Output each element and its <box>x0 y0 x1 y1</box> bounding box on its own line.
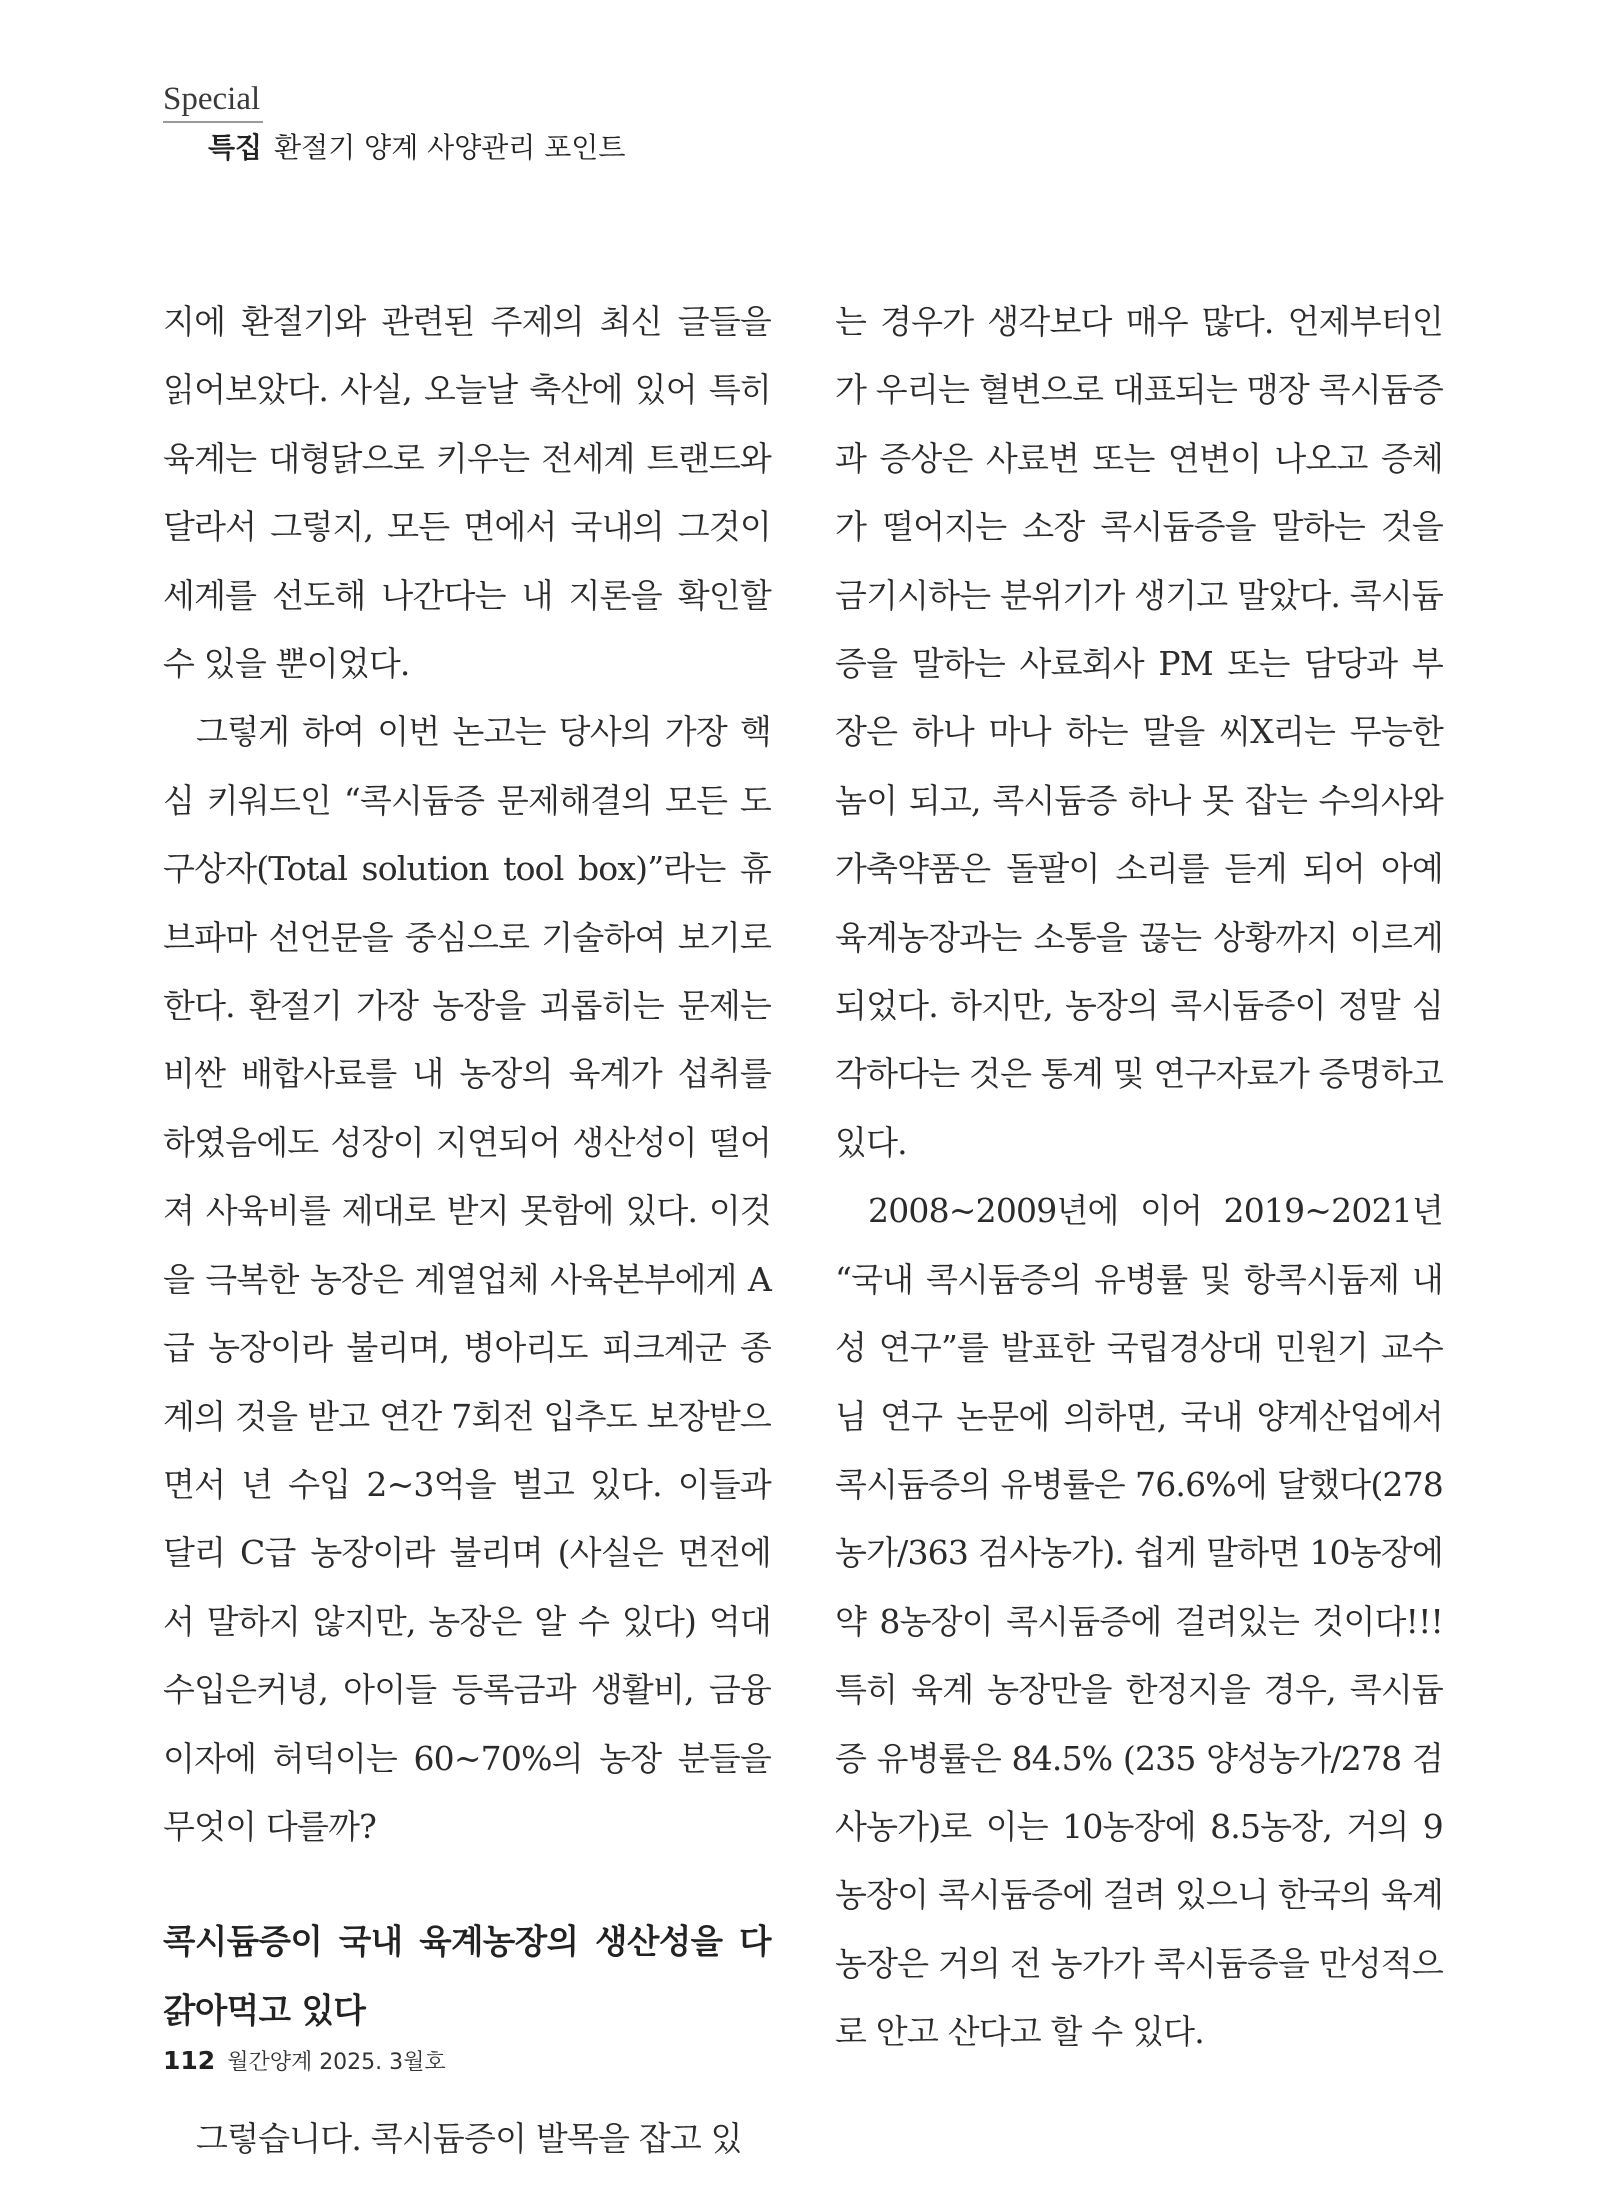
feature-tag: 특집 <box>208 131 263 164</box>
paragraph: 2008~2009년에 이어 2019~2021년 “국내 콕시듐증의 유병률 및 항콕시듐제 내성 연구”를 발표한 국립경상대 민원기 교수님 연구 논문에 의하면, 국내 양계산업에서 콕시듐증의 유병률은 76.6%에 달했다(278 농가/363 검사농가). 쉽게 말하면 10농장에 약 8농장이 콕시듐증에 걸려있는 것이다!!! 특히 육계 농장만을 한정지을 경우, 콕시듐증 유병률은 84.5% (235 양성농가/278 검사농가)로 이는 10농장에 8.5농장, 거의 9농장이 콕시듐증에 걸려 있으니 한국의 육계농장은 거의 전 농가가 콕시듐증을 만성적으로 안고 산다고 할 수 있다. <box>835 1191 1443 2052</box>
paragraph: 지에 환절기와 관련된 주제의 최신 글들을 읽어보았다. 사실, 오늘날 축산에 있어 특히 육계는 대형닭으로 키우는 전세계 트랜드와 달라서 그렇지, 모든 면에서 국내의 그것이 세계를 선도해 나간다는 내 지론을 확인할 수 있을 뿐이었다. <box>163 302 771 684</box>
page-footer <box>163 2045 446 2076</box>
paragraph: 그렇게 하여 이번 논고는 당사의 가장 핵심 키워드인 “콕시듐증 문제해결의 모든 도구상자(Total solution tool box)”라는 휴브파마 선언문을 중심으로 기술하여 보기로 한다. 환절기 가장 농장을 괴롭히는 문제는 비싼 배합사료를 내 농장의 육계가 섭취를 하였음에도 성장이 지연되어 생산성이 떨어져 사육비를 제대로 받지 못함에 있다. 이것을 극복한 농장은 계열업체 사육본부에게 A급 농장이라 불리며, 병아리도 피크계군 종계의 것을 받고 연간 7회전 입추도 보장받으면서 년 수입 2~3억을 벌고 있다. 이들과 달리 C급 농장이라 불리며 (사실은 면전에서 말하지 않지만, 농장은 알 수 있다) 억대 수입은커녕, 아이들 등록금과 생활비, 금융 이자에 허덕이는 60~70%의 농장 분들을 무엇이 다를까? <box>163 712 771 1846</box>
left-column <box>163 288 771 2174</box>
feature-title: 환절기 양계 사양관리 포인트 <box>274 131 626 164</box>
page-number: 112 <box>163 2046 216 2075</box>
page-header <box>163 78 625 167</box>
right-column <box>835 288 1443 2067</box>
header-title-line <box>208 129 625 167</box>
section-label: Special <box>163 78 263 123</box>
section-heading: 콕시듐증이 국내 육계농장의 생산성을 다 갉아먹고 있다 <box>163 1922 771 2031</box>
publication-name: 월간양계 2025. 3월호 <box>227 2050 446 2075</box>
paragraph: 그렇습니다. 콕시듐증이 발목을 잡고 있 <box>196 2119 742 2159</box>
paragraph: 는 경우가 생각보다 매우 많다. 언제부터인가 우리는 혈변으로 대표되는 맹장 콕시듐증과 증상은 사료변 또는 연변이 나오고 증체가 떨어지는 소장 콕시듐증을 말하는 것을 금기시하는 분위기가 생기고 말았다. 콕시듐증을 말하는 사료회사 PM 또는 담당과 부장은 하나 마나 하는 말을 씨X리는 무능한 놈이 되고, 콕시듐증 하나 못 잡는 수의사와 가축약품은 돌팔이 소리를 듣게 되어 아예 육계농장과는 소통을 끊는 상황까지 이르게 되었다. 하지만, 농장의 콕시듐증이 정말 심각하다는 것은 통계 및 연구자료가 증명하고 있다. <box>835 302 1443 1162</box>
